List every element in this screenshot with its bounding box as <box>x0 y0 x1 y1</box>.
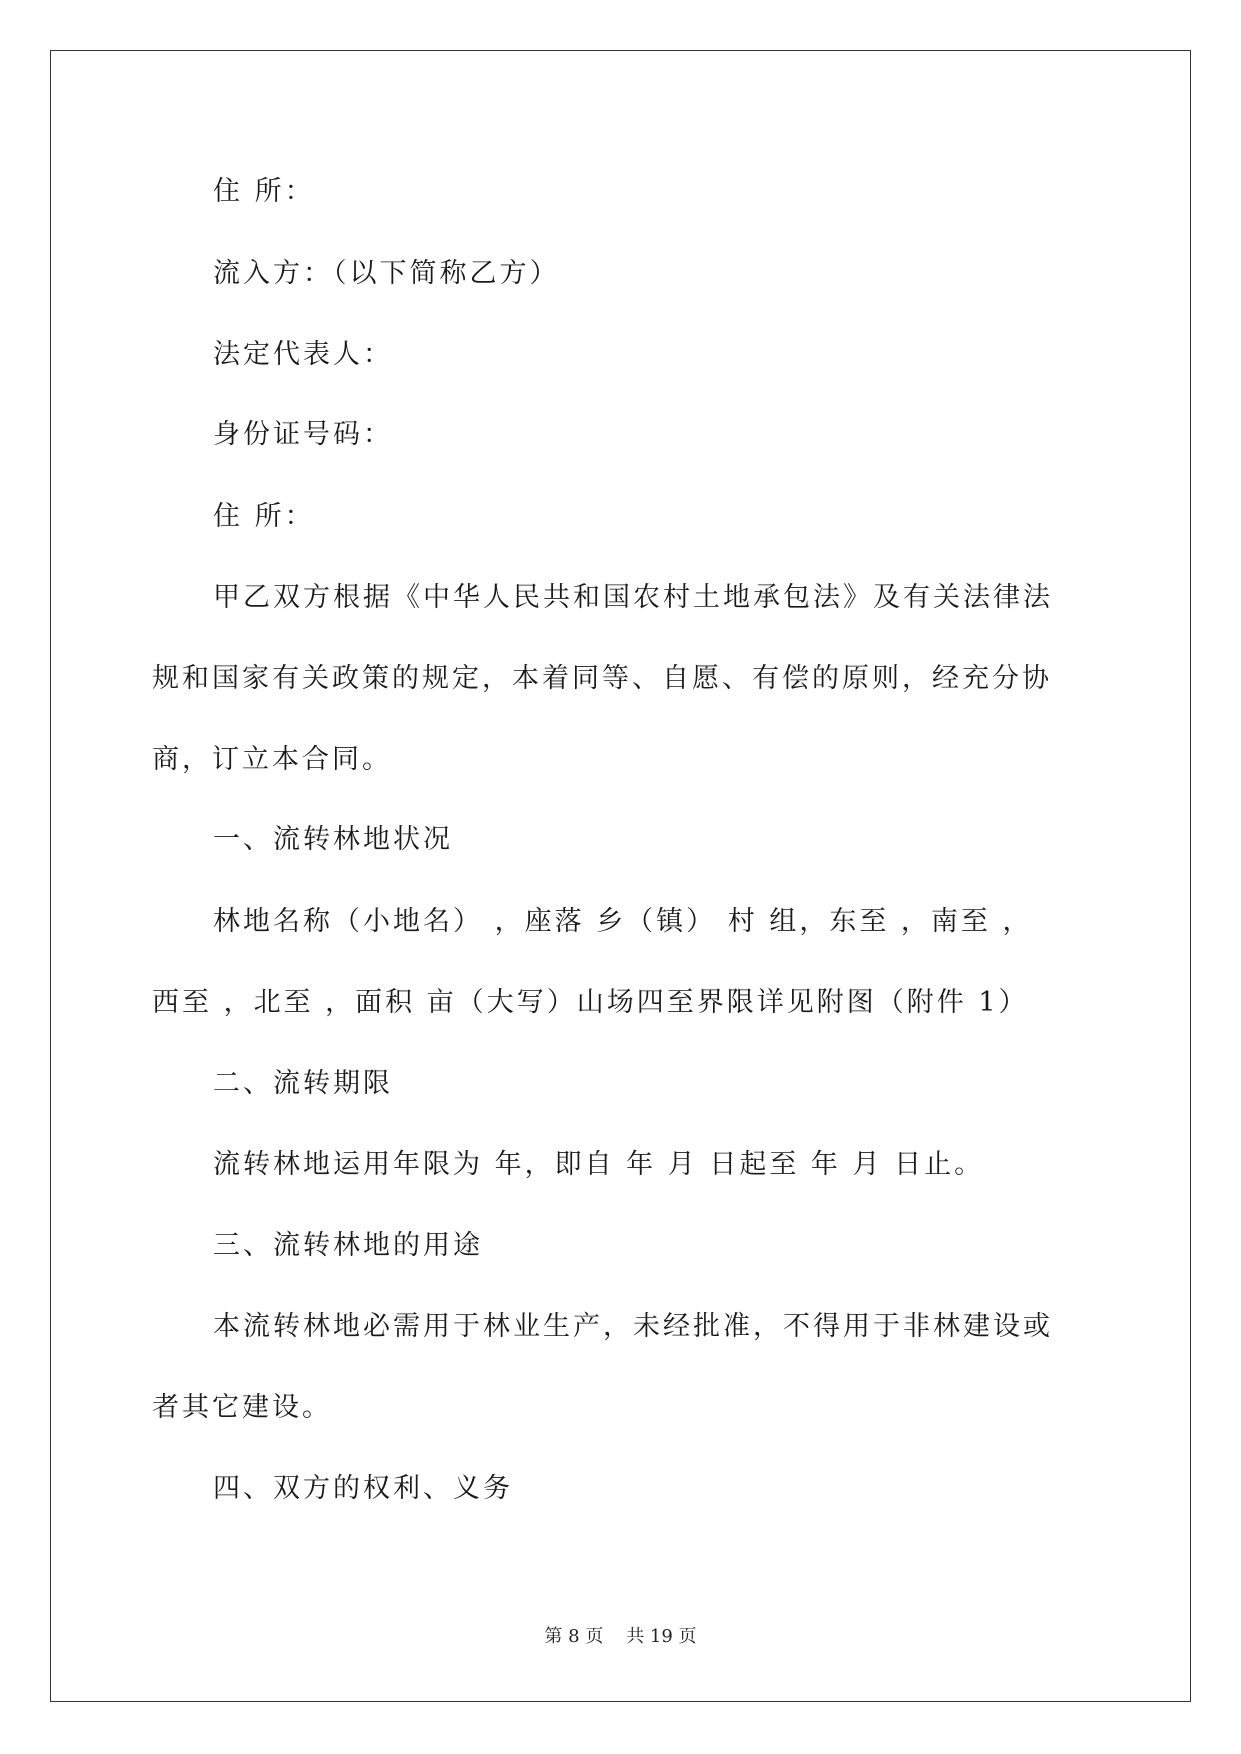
section-1-text-line-2: 西至 ，北至 ，面积 亩（大写）山场四至界限详见附图（附件 1） <box>152 987 1029 1018</box>
section-1-heading: 一、流转林地状况 <box>213 824 453 855</box>
section-2-text: 流转林地运用年限为 年，即自 年 月 日起至 年 月 日止。 <box>213 1149 985 1180</box>
address-label-1: 住 所： <box>213 176 315 207</box>
transferee-label: 流入方：（以下简称乙方） <box>213 258 560 289</box>
address-label-2: 住 所： <box>213 501 315 532</box>
section-3-text-line-1: 本流转林地必需用于林业生产，未经批准，不得用于非林建设或 <box>213 1311 1053 1342</box>
section-1-text-line-1: 林地名称（小地名） ，座落 乡（镇） 村 组，东至 ，南至 ， <box>213 906 1033 937</box>
page-border <box>50 50 1191 1702</box>
section-2-heading: 二、流转期限 <box>213 1068 393 1099</box>
page-number: 第 8 页 共 19 页 <box>544 1626 697 1647</box>
section-4-heading: 四、双方的权利、义务 <box>213 1473 513 1504</box>
page-footer <box>0 1625 1241 1649</box>
preamble-line-1: 甲乙双方根据《中华人民共和国农村土地承包法》及有关法律法 <box>213 582 1053 613</box>
section-3-heading: 三、流转林地的用途 <box>213 1230 483 1261</box>
legal-representative-label: 法定代表人： <box>213 339 393 370</box>
section-3-text-line-2: 者其它建设。 <box>152 1392 332 1423</box>
id-number-label: 身份证号码： <box>213 419 393 450</box>
preamble-line-3: 商，订立本合同。 <box>152 744 392 775</box>
preamble-line-2: 规和国家有关政策的规定，本着同等、自愿、有偿的原则，经充分协 <box>152 663 1052 694</box>
